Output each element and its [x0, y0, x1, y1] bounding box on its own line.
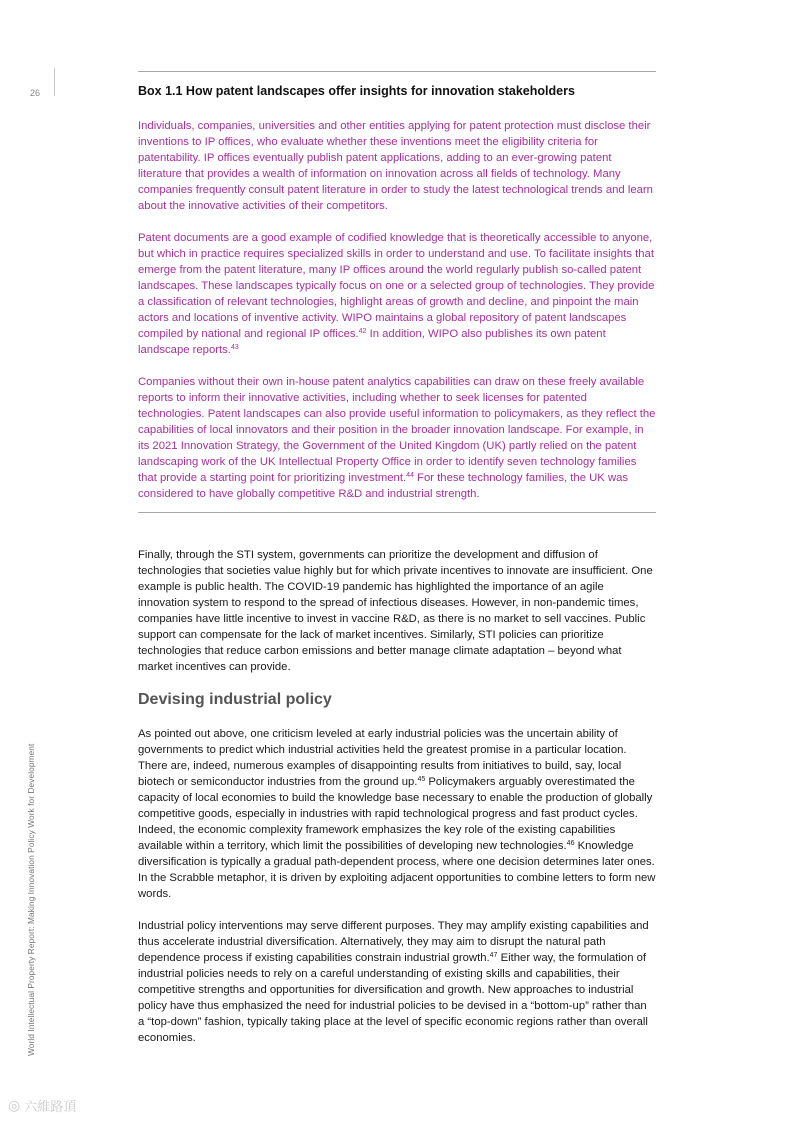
footnote-ref-45[interactable]: 45	[417, 776, 426, 783]
footnote-ref-47[interactable]: 47	[489, 952, 498, 959]
footnote-ref-42[interactable]: 42	[358, 328, 367, 335]
circle-logo-icon: ◎	[8, 1097, 21, 1113]
watermark	[8, 1096, 76, 1115]
box-1-1	[138, 71, 656, 513]
footnote-ref-46[interactable]: 46	[566, 840, 575, 847]
section-heading: Devising industrial policy	[138, 691, 332, 708]
body-paragraph-1: Finally, through the STI system, governments can prioritize the development and diffusion of technologies that societies value highly but for which private incentives to innovate are insufficient. One example is public health. The COVID-19 pandemic has highlighted the importance of an agile innovation system to respond to the spread of infectious diseases. However, in non-pandemic times, companies have little incentive to invest in vaccine R&D, as there is no market to sell vaccines. Public support can compensate for the lack of market incentives. Similarly, STI policies can prioritize technologies that reduce carbon emissions and better manage climate adaptation – beyond what market incentives can provide.	[138, 549, 653, 673]
box-paragraph-1: Individuals, companies, universities and other entities applying for patent protection must disclose their inventions to IP offices, who evaluate whether these inventions meet the eligibility criteria for patentability. IP offices eventually publish patent applications, adding to an ever-growing patent literature that provides a wealth of information on innovation across all fields of technology. Many companies frequently consult patent literature in order to study the latest technological trends and learn about the innovative activities of their competitors.	[138, 120, 653, 212]
running-footer-vertical: World Intellectual Property Report: Making Innovation Policy Work for Development	[26, 743, 36, 1056]
page-number: 26	[30, 88, 41, 98]
main-text	[138, 547, 656, 1062]
watermark-text: 六維路頂	[24, 1099, 77, 1114]
box-paragraph-2: Patent documents are a good example of codified knowledge that is theoretically accessible to anyone, but which in practice requires specialized skills in order to understand and use. To facilitate insights that emerge from the patent literature, many IP offices around the world regularly publish so-called patent landscapes. These landscapes typically focus on one or a selected group of technologies. They provide a classification of relevant technologies, highlight areas of growth and decline, and pinpoint the main actors and locations of inventive activity. WIPO maintains a global repository of patent landscapes compiled by national and regional IP offices.$^{42}$ In addition, WIPO also publishes its own patent landscape reports.$^{43}$	[138, 232, 655, 356]
box-paragraph-3: Companies without their own in-house patent analytics capabilities can draw on these freely available reports to inform their innovative activities, including whether to seek licenses for patented technologies. Patent landscapes can also provide useful information to policymakers, as they reflect the capabilities of local innovators and their position in the broader innovation landscape. For example, in its 2021 Innovation Strategy, the Government of the United Kingdom (UK) partly relied on the patent landscaping work of the UK Intellectual Property Office in order to identify seven technology families that provide a starting point for prioritizing investment.$^{44}$ For these technology families, the UK was considered to have globally competitive R&D and industrial strength.	[138, 376, 656, 500]
box-title: Box 1.1 How patent landscapes offer insights for innovation stakeholders	[138, 84, 575, 98]
body-paragraph-3: Industrial policy interventions may serve different purposes. They may amplify existing capabilities and thus accelerate industrial diversification. Alternatively, they may aim to disrupt the natural path dependence process if existing capabilities constrain industrial growth.$^{47}$ Either way, the formulation of industrial policies needs to rely on a careful understanding of existing skills and capabilities, their competitive strengths and opportunities for diversification and growth. New approaches to industrial policy have thus emphasized the need for industrial policies to be devised in a “bottom-up” rather than a “top-down” fashion, typically taking place at the level of specific economic regions rather than overall economies.	[138, 920, 649, 1044]
body-paragraph-2: As pointed out above, one criticism leveled at early industrial policies was the uncertain ability of governments to predict which industrial activities held the greatest promise in a particular location. There are, indeed, numerous examples of disappointing results from initiatives to build, say, local biotech or semiconductor industries from the ground up.$^{45}$ Policymakers arguably overestimated the capacity of local economies to build the knowledge base necessary to enable the production of globally competitive goods, especially in industries with rapid technological progress and fast product cycles. Indeed, the economic complexity framework emphasizes the key role of the existing capabilities available within a territory, which limit the possibilities of developing new technologies.$^{46}$ Knowledge diversification is typically a gradual path-dependent process, where one decision determines later ones. In the Scrabble metaphor, it is driven by exploiting adjacent opportunities to combine letters to form new words.	[138, 728, 656, 900]
footnote-ref-43[interactable]: 43	[230, 344, 239, 351]
page-number-divider	[54, 68, 55, 96]
footnote-ref-44[interactable]: 44	[406, 472, 414, 479]
